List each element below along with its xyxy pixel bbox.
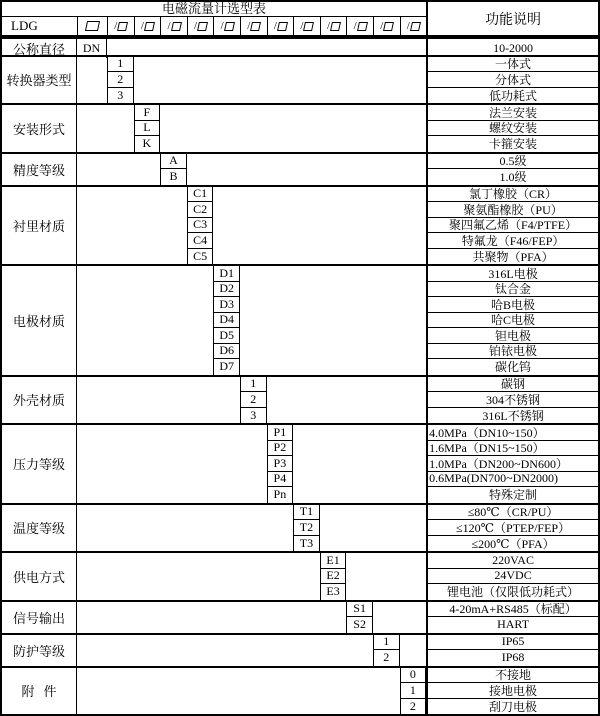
model-slash-cell (373, 17, 400, 35)
description-cell: 特殊定制 (426, 487, 598, 503)
slash-glyph: / (406, 20, 410, 32)
category-group (2, 551, 598, 600)
description-cell: 铂铱电极 (426, 344, 598, 360)
slash-glyph: / (380, 20, 384, 32)
code-cell: C1 (187, 187, 214, 203)
code-cell: 1 (107, 57, 134, 73)
code-cell: Pn (267, 487, 294, 503)
model-slash-cell (320, 17, 347, 35)
code-cell: 2 (240, 392, 267, 408)
slash-box-icon (410, 22, 421, 31)
merged-empty-cell (293, 425, 426, 503)
category-group (2, 185, 598, 265)
code-cell: A (160, 154, 187, 170)
description-cell: ≤80℃（CR/PU） (426, 505, 598, 521)
slash-glyph: / (140, 20, 144, 32)
slash-glyph: / (114, 20, 118, 32)
description-cell: 304不锈钢 (426, 392, 598, 408)
slash-glyph: / (300, 20, 304, 32)
box-icon (85, 21, 100, 31)
slash-glyph: / (167, 20, 171, 32)
description-cell: 4-20mA+RS485（标配） (426, 602, 598, 618)
code-cell: 3 (240, 408, 267, 424)
description-cell: 接地电极 (426, 683, 598, 699)
slash-box-icon (197, 22, 208, 31)
category-group (2, 666, 598, 715)
category-label: 供电方式 (2, 553, 77, 600)
category-label: 公称直径 (2, 39, 77, 58)
description-cell: 共聚物（PFA） (426, 249, 598, 265)
merged-empty-cell (77, 505, 293, 552)
model-slash-cell (213, 17, 240, 35)
description-cell: 4.0MPa（DN10~150） (426, 425, 598, 441)
category-label: 信号输出 (2, 602, 77, 633)
description-cell: 316L不锈钢 (426, 408, 598, 424)
slash-box-icon (304, 22, 315, 31)
category-label: 转换器类型 (2, 57, 77, 104)
category-group (2, 37, 598, 55)
model-slash-cell (134, 17, 161, 35)
description-cell: 不接地 (426, 668, 598, 684)
merged-empty-cell (77, 668, 400, 715)
merged-empty-cell (77, 154, 160, 185)
category-group (2, 264, 598, 375)
slash-box-icon (330, 22, 341, 31)
description-cell: 1.6MPa（DN15~150） (426, 441, 598, 457)
code-cell: D7 (213, 359, 240, 375)
description-cell: 0.5级 (426, 154, 598, 170)
code-cell: T2 (293, 520, 320, 536)
code-cell: 2 (400, 699, 427, 715)
code-cell: P1 (267, 425, 294, 441)
code-cell: C4 (187, 233, 214, 249)
code-cell: P4 (267, 472, 294, 488)
description-cell: 哈B电极 (426, 297, 598, 313)
description-cell: ≤120℃（PTEP/FEP） (426, 520, 598, 536)
code-cell: T1 (293, 505, 320, 521)
description-cell: 碳化钨 (426, 359, 598, 375)
merged-empty-cell (240, 266, 426, 375)
table-header (2, 2, 598, 37)
merged-empty-cell (267, 377, 427, 424)
category-group (2, 103, 598, 152)
code-cell: T3 (293, 536, 320, 552)
description-cell: 钽电极 (426, 328, 598, 344)
slash-box-icon (383, 22, 394, 31)
code-cell: P3 (267, 456, 294, 472)
description-cell: 螺纹安装 (426, 121, 598, 137)
model-slash-cell (400, 17, 427, 35)
slash-glyph: / (273, 20, 277, 32)
description-cell: 法兰安装 (426, 105, 598, 121)
merged-empty-cell (77, 57, 107, 104)
description-cell: 钛合金 (426, 282, 598, 298)
code-cell: S2 (346, 617, 373, 633)
slash-box-icon (224, 22, 235, 31)
slash-glyph: / (327, 20, 331, 32)
slash-glyph: / (353, 20, 357, 32)
description-cell: 分体式 (426, 72, 598, 88)
slash-box-icon (277, 22, 288, 31)
description-cell: 哈C电极 (426, 313, 598, 329)
category-group (2, 600, 598, 633)
description-cell: IP68 (426, 650, 598, 666)
code-cell: 3 (107, 88, 134, 104)
category-label: 外壳材质 (2, 377, 77, 424)
code-cell: 1 (400, 683, 427, 699)
code-cell: D5 (213, 328, 240, 344)
slash-box-icon (117, 22, 128, 31)
description-cell: 刮刀电极 (426, 699, 598, 715)
category-label: 电极材质 (2, 266, 77, 375)
description-cell: 1.0MPa（DN200~DN600） (426, 456, 598, 472)
merged-empty-cell (134, 57, 427, 104)
description-cell: IP65 (426, 635, 598, 651)
merged-empty-cell (77, 553, 320, 600)
code-cell: D1 (213, 266, 240, 282)
merged-empty-cell (77, 635, 373, 666)
code-cell: 2 (107, 72, 134, 88)
code-cell: B (160, 169, 187, 185)
description-cell: 220VAC (426, 553, 598, 569)
model-slash-cell (107, 17, 134, 35)
slash-box-icon (357, 22, 368, 31)
description-cell: 316L电极 (426, 266, 598, 282)
merged-empty-cell (400, 635, 427, 666)
description-cell: 聚氨酯橡胶（PU） (426, 202, 598, 218)
category-label: 温度等级 (2, 505, 77, 552)
category-label: 衬里材质 (2, 187, 77, 265)
description-cell: HART (426, 617, 598, 633)
slash-glyph: / (194, 20, 198, 32)
model-slash-cell (293, 17, 320, 35)
description-cell: 锂电池（仅限低功耗式） (426, 584, 598, 600)
description-cell: 一体式 (426, 57, 598, 73)
model-slash-cell (267, 17, 294, 35)
merged-empty-cell (77, 187, 187, 265)
category-group (2, 152, 598, 185)
category-label: 防护等级 (2, 635, 77, 666)
merged-empty-cell (160, 105, 426, 152)
model-prefix: LDG (11, 18, 38, 33)
category-label: 压力等级 (2, 425, 77, 503)
code-cell: E3 (320, 584, 347, 600)
description-cell: ≤200℃（PFA） (426, 536, 598, 552)
category-label: 附件 (2, 668, 77, 715)
model-slash-cell (346, 17, 373, 35)
code-cell: P2 (267, 441, 294, 457)
code-cell: DN (77, 39, 107, 58)
merged-empty-cell (77, 425, 267, 503)
code-cell: D6 (213, 344, 240, 360)
description-cell: 低功耗式 (426, 88, 598, 104)
code-cell: S1 (346, 602, 373, 618)
merged-empty-cell (77, 105, 134, 152)
category-label: 精度等级 (2, 154, 77, 185)
merged-empty-cell (77, 602, 346, 633)
code-cell: 0 (400, 668, 427, 684)
model-slash-cell (187, 17, 214, 35)
code-cell: L (134, 121, 161, 137)
code-cell: C5 (187, 249, 214, 265)
code-cell: C2 (187, 202, 214, 218)
description-cell: 特氟龙（F46/FEP） (426, 233, 598, 249)
merged-empty-cell (77, 377, 240, 424)
merged-empty-cell (187, 154, 426, 185)
description-cell: 聚四氟乙烯（F4/PTFE） (426, 218, 598, 234)
code-cell: E2 (320, 569, 347, 585)
category-label: 安装形式 (2, 105, 77, 152)
description-cell: 氯丁橡胶（CR） (426, 187, 598, 203)
description-cell: 碳钢 (426, 377, 598, 393)
code-cell: K (134, 136, 161, 152)
table-body (2, 37, 598, 714)
category-group (2, 633, 598, 666)
code-cell: D3 (213, 297, 240, 313)
slash-box-icon (250, 22, 261, 31)
code-cell: 1 (240, 377, 267, 393)
description-cell: 卡箍安装 (426, 136, 598, 152)
slash-box-icon (171, 22, 182, 31)
code-cell: D4 (213, 313, 240, 329)
category-group (2, 375, 598, 424)
model-slash-cell (160, 17, 187, 35)
table-title: 电磁流量计选型表 (2, 2, 426, 17)
merged-empty-cell (346, 553, 426, 600)
function-column-header: 功能说明 (426, 2, 598, 35)
merged-empty-cell (213, 187, 426, 265)
code-cell: F (134, 105, 161, 121)
description-cell: 0.6MPa(DN700~DN2000) (426, 472, 598, 488)
code-cell: 1 (373, 635, 400, 651)
description-cell: 24VDC (426, 569, 598, 585)
code-cell: E1 (320, 553, 347, 569)
code-cell: 2 (373, 650, 400, 666)
code-cell: C3 (187, 218, 214, 234)
category-group (2, 503, 598, 552)
slash-box-icon (144, 22, 155, 31)
description-cell: 10-2000 (426, 39, 598, 58)
slash-glyph: / (220, 20, 224, 32)
description-cell: 1.0级 (426, 169, 598, 185)
merged-empty-cell (373, 602, 426, 633)
category-group (2, 423, 598, 503)
model-box-cell (77, 17, 107, 35)
merged-empty-cell (77, 266, 213, 375)
model-slash-cell (240, 17, 267, 35)
category-group (2, 55, 598, 104)
merged-empty-cell (320, 505, 426, 552)
code-cell: D2 (213, 282, 240, 298)
slash-glyph: / (247, 20, 251, 32)
